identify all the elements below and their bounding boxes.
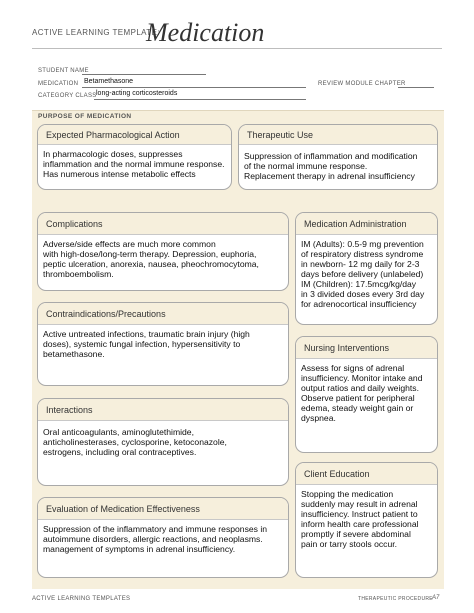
client-education-box <box>295 462 438 578</box>
category-class-field[interactable] <box>94 99 306 100</box>
complications-text: Adverse/side effects are much more common with high-dose/long-term therapy. Depression, euphoria, peptic ulceration, anorexia, nausea, pheochromocytoma, thromboembolism. <box>43 239 259 279</box>
complications-box <box>37 212 289 291</box>
expected-action-text: In pharmacologic doses, suppresses inflammation and the normal immune response. Has numerous intense metabolic effects <box>43 149 225 179</box>
medication-label: MEDICATION <box>38 81 79 87</box>
footer-right-label: THERAPEUTIC PROCEDURE <box>358 596 433 602</box>
contraindications-box <box>37 302 289 386</box>
template-label: ACTIVE LEARNING TEMPLATE: <box>32 28 160 37</box>
medication-administration-text: IM (Adults): 0.5-9 mg prevention of respiratory distress syndrome in newborn- 12 mg daily for 2-3 days before delivery (unlabeled) IM (Children): 17.5mcg/kg/day in 3 divided doses every 3rd day for adrenocortical insufficiency <box>301 239 425 309</box>
expected-action-box <box>37 124 232 190</box>
medication-field[interactable] <box>82 87 306 88</box>
nursing-interventions-box <box>295 336 438 453</box>
nursing-interventions-text: Assess for signs of adrenal insufficiency. Monitor intake and output ratios and daily weights. Observe patient for peripheral edema, steady weight gain or dyspnea. <box>301 363 423 423</box>
evaluation-text: Suppression of the inflammatory and immune responses in autoimmune disorders, allergic reactions, and neoplasms. management of symptoms in adrenal insufficiency. <box>43 524 268 554</box>
student-name-label: STUDENT NAME <box>38 68 89 74</box>
interactions-text: Oral anticoagulants, aminoglutethimide, anticholinesterases, cyclosporine, ketoconazole, estrogens, including oral contraceptives. <box>43 427 227 457</box>
therapeutic-use-box <box>238 124 438 190</box>
client-education-title: Client Education <box>296 463 437 485</box>
interactions-box <box>37 398 289 486</box>
purpose-title: PURPOSE OF MEDICATION <box>38 113 132 120</box>
therapeutic-use-text: Suppression of inflammation and modification of the normal immune response. Replacement therapy in adrenal insufficiency <box>244 151 418 181</box>
medication-administration-box <box>295 212 438 325</box>
review-module-label: REVIEW MODULE CHAPTER <box>318 81 406 87</box>
category-class-value: long-acting corticosteroids <box>96 90 178 97</box>
interactions-title: Interactions <box>38 399 288 421</box>
page-number: A7 <box>432 595 440 601</box>
student-name-field[interactable] <box>82 74 206 75</box>
footer-left-label: ACTIVE LEARNING TEMPLATES <box>32 596 131 602</box>
header-divider <box>32 48 442 49</box>
category-class-label: CATEGORY CLASS <box>38 93 97 99</box>
expected-action-title: Expected Pharmacological Action <box>38 125 231 145</box>
page-title: Medication <box>146 18 265 47</box>
evaluation-title: Evaluation of Medication Effectiveness <box>38 498 288 520</box>
evaluation-box <box>37 497 289 578</box>
therapeutic-use-title: Therapeutic Use <box>239 125 437 145</box>
contraindications-title: Contraindications/Precautions <box>38 303 288 325</box>
contraindications-text: Active untreated infections, traumatic brain injury (high doses), systemic fungal infection, hypersensitivity to betamethasone. <box>43 329 250 359</box>
nursing-interventions-title: Nursing Interventions <box>296 337 437 359</box>
medication-administration-title: Medication Administration <box>296 213 437 235</box>
review-module-field[interactable] <box>398 87 434 88</box>
client-education-text: Stopping the medication suddenly may result in adrenal insufficiency. Instruct patient to inform health care professional promptly if severe abdominal pain or tarry stools occur. <box>301 489 419 549</box>
medication-value: Betamethasone <box>84 78 134 85</box>
complications-title: Complications <box>38 213 288 235</box>
